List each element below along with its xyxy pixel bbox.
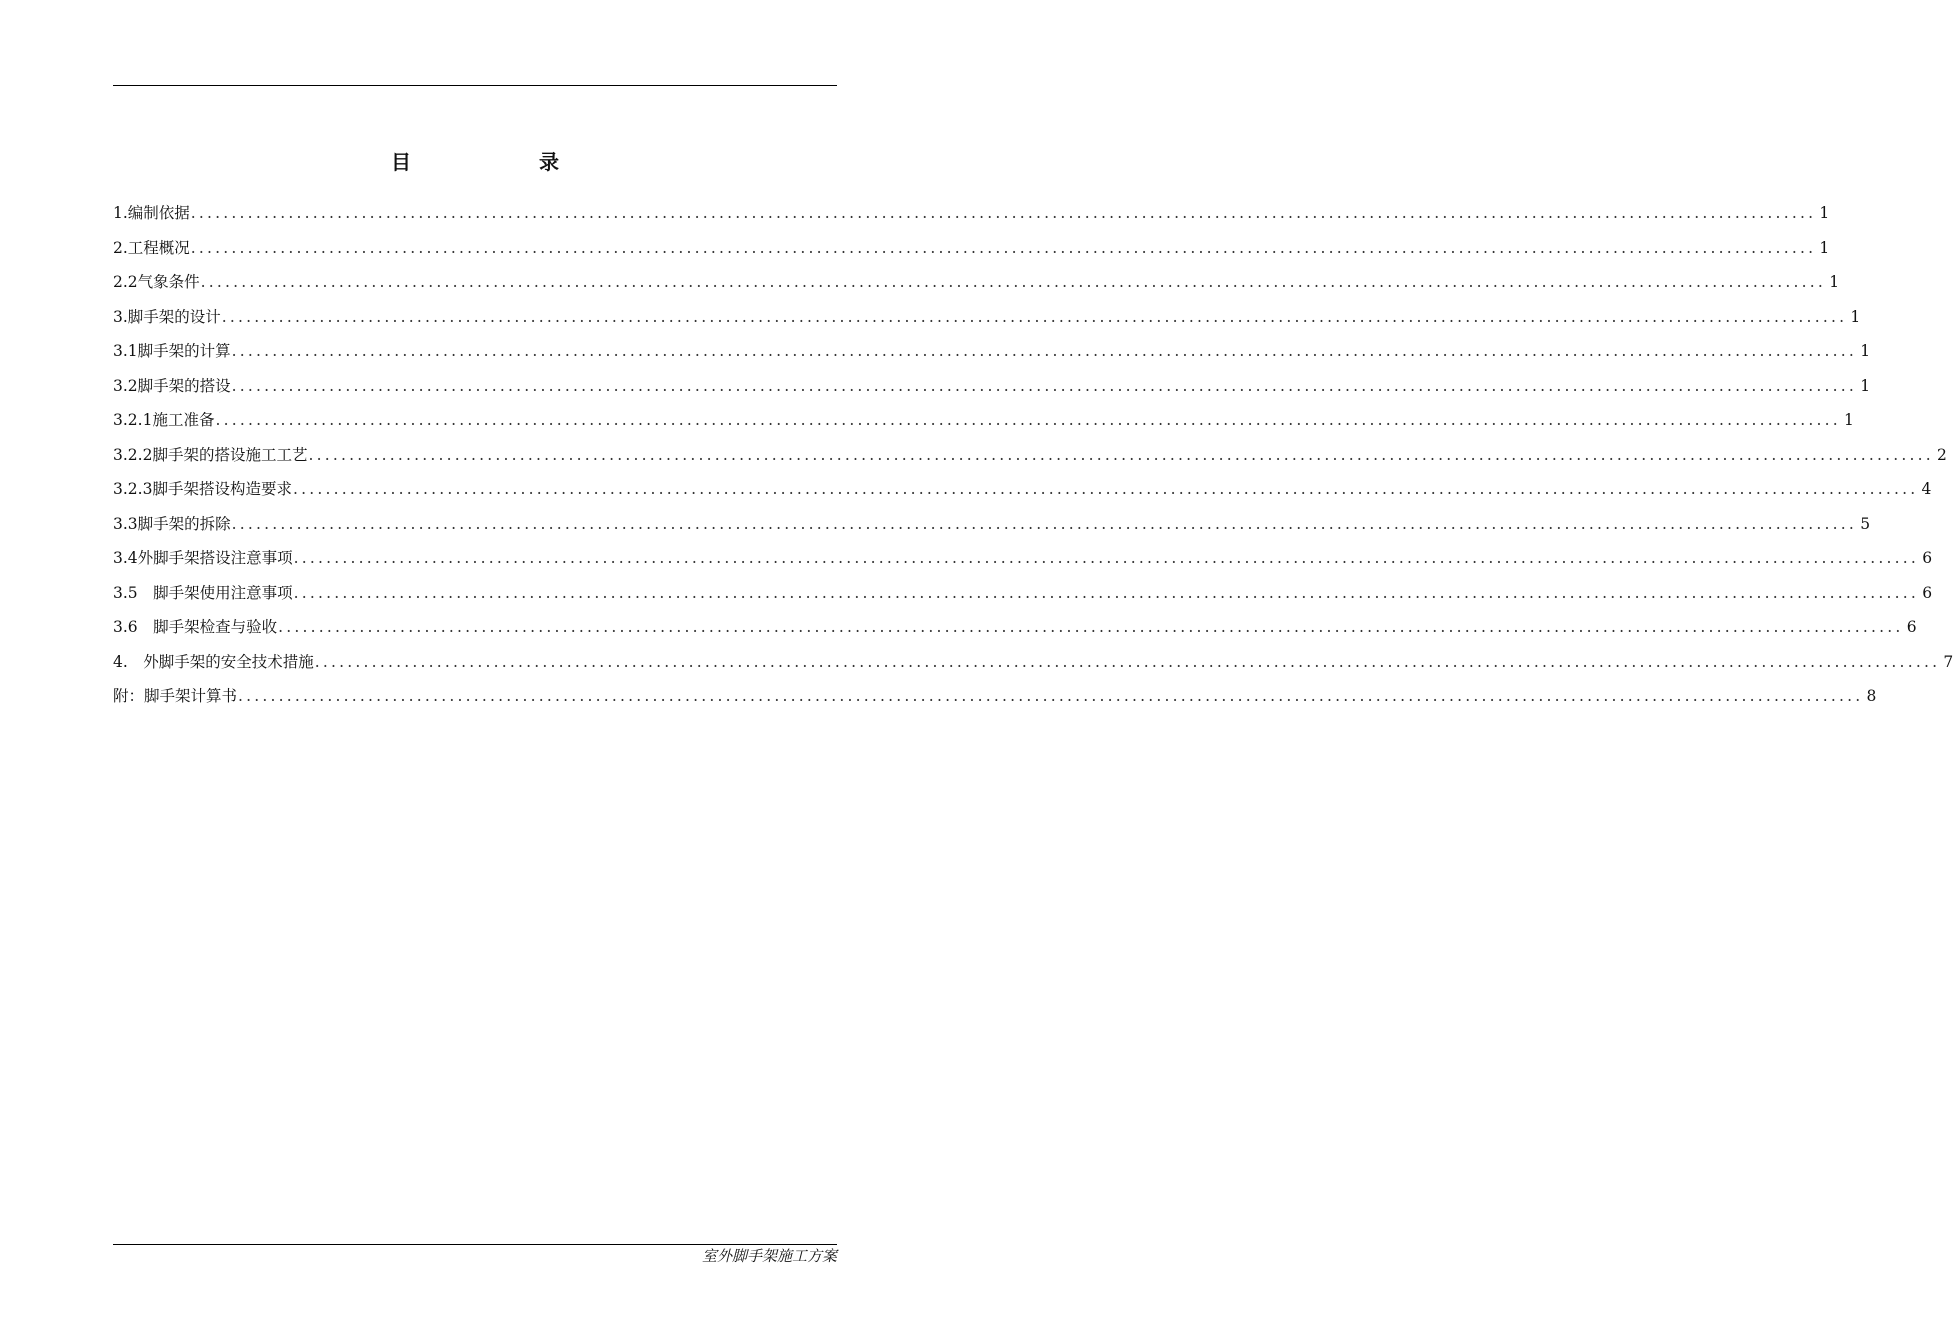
toc-dot-leader: ........................................................................................................................................................................................................ xyxy=(308,445,1934,464)
toc-entry-page: 1 xyxy=(1860,376,1871,395)
toc-entry-page: 1 xyxy=(1843,411,1854,429)
toc-list xyxy=(113,198,1953,716)
toc-dot-leader: ........................................................................................................................................................................................................ xyxy=(190,204,1817,222)
toc-entry-label: 3.2脚手架的搭设 xyxy=(113,376,231,395)
toc-entry-label: 3.1脚手架的计算 xyxy=(113,342,231,360)
toc-entry-page: 5 xyxy=(1860,514,1871,533)
toc-dot-leader: ........................................................................................................................................................................................................ xyxy=(314,652,1941,671)
toc-entry[interactable] xyxy=(113,233,1830,268)
toc-entry[interactable] xyxy=(113,647,1953,682)
toc-dot-leader: ........................................................................................................................................................................................................ xyxy=(278,618,1904,636)
toc-entry-page: 1 xyxy=(1819,204,1830,222)
toc-entry-label: 1.编制依据 xyxy=(113,204,190,222)
toc-dot-leader: ........................................................................................................................................................................................................ xyxy=(231,376,1858,395)
toc-dot-leader: ........................................................................................................................................................................................................ xyxy=(190,238,1817,257)
toc-entry-label: 附：脚手架计算书 xyxy=(113,687,238,705)
toc-entry[interactable] xyxy=(113,336,1871,371)
toc-entry[interactable] xyxy=(113,681,1877,716)
toc-entry-label: 2.2气象条件 xyxy=(113,273,200,291)
toc-entry-page: 2 xyxy=(1936,445,1947,464)
toc-entry[interactable] xyxy=(113,509,1871,544)
footer-document-title: 室外脚手架施工方案 xyxy=(701,1247,837,1265)
toc-entry-page: 6 xyxy=(1922,583,1933,602)
toc-entry-page: 4 xyxy=(1921,480,1932,498)
toc-entry-page: 1 xyxy=(1850,307,1861,326)
toc-entry-label: 3.脚手架的设计 xyxy=(113,307,221,326)
toc-entry[interactable] xyxy=(113,267,1840,302)
toc-dot-leader: ........................................................................................................................................................................................................ xyxy=(238,687,1864,705)
toc-dot-leader: ........................................................................................................................................................................................................ xyxy=(293,549,1920,567)
toc-entry-page: 6 xyxy=(1922,549,1933,567)
toc-dot-leader: ........................................................................................................................................................................................................ xyxy=(215,411,1841,429)
toc-entry-label: 3.5 脚手架使用注意事项 xyxy=(113,583,293,602)
toc-entry-page: 1 xyxy=(1819,238,1830,257)
toc-entry[interactable] xyxy=(113,612,1917,647)
toc-dot-leader: ........................................................................................................................................................................................................ xyxy=(200,273,1827,291)
toc-dot-leader: ........................................................................................................................................................................................................ xyxy=(293,583,1920,602)
footer-rule xyxy=(113,1244,837,1245)
toc-entry-label: 3.3脚手架的拆除 xyxy=(113,514,231,533)
toc-entry[interactable] xyxy=(113,474,1932,509)
toc-dot-leader: ........................................................................................................................................................................................................ xyxy=(221,307,1848,326)
toc-entry-label: 2.工程概况 xyxy=(113,238,190,257)
toc-entry-page: 1 xyxy=(1829,273,1840,291)
toc-entry-page: 8 xyxy=(1866,687,1877,705)
toc-entry[interactable] xyxy=(113,198,1830,233)
toc-entry[interactable] xyxy=(113,440,1947,475)
toc-entry-page: 7 xyxy=(1943,652,1953,671)
toc-entry-label: 4. 外脚手架的安全技术措施 xyxy=(113,652,314,671)
toc-dot-leader: ........................................................................................................................................................................................................ xyxy=(231,342,1858,360)
toc-entry-label: 3.2.2脚手架的搭设施工工艺 xyxy=(113,445,308,464)
toc-entry[interactable] xyxy=(113,405,1854,440)
toc-entry-label: 3.6 脚手架检查与验收 xyxy=(113,618,278,636)
toc-entry-page: 6 xyxy=(1906,618,1917,636)
toc-entry-page: 1 xyxy=(1860,342,1871,360)
toc-dot-leader: ........................................................................................................................................................................................................ xyxy=(292,480,1919,498)
toc-dot-leader: ........................................................................................................................................................................................................ xyxy=(231,514,1858,533)
toc-entry[interactable] xyxy=(113,371,1871,406)
toc-title: 目 录 xyxy=(391,150,613,174)
header-rule xyxy=(113,85,837,86)
toc-entry[interactable] xyxy=(113,543,1933,578)
toc-entry-label: 3.4外脚手架搭设注意事项 xyxy=(113,549,293,567)
toc-entry-label: 3.2.1施工准备 xyxy=(113,411,215,429)
toc-entry[interactable] xyxy=(113,578,1933,613)
toc-entry[interactable] xyxy=(113,302,1861,337)
toc-entry-label: 3.2.3脚手架搭设构造要求 xyxy=(113,480,292,498)
